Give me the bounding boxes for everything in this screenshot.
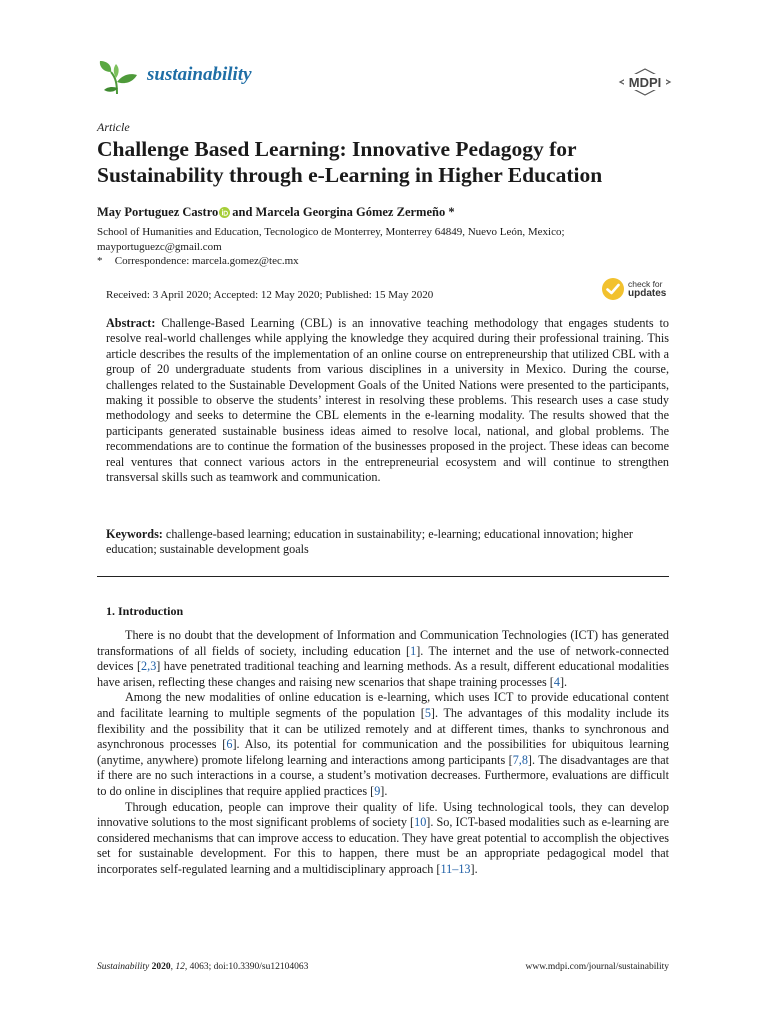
- footer-journal: Sustainability: [97, 962, 150, 972]
- correspondence-mark: *: [97, 255, 103, 267]
- citation-link[interactable]: 7,8: [512, 752, 528, 767]
- mdpi-logo-icon[interactable]: [618, 68, 672, 96]
- abstract: [106, 316, 669, 485]
- footer-doi: , 4063; doi:10.3390/su12104063: [184, 962, 309, 972]
- check-updates-label: [628, 280, 666, 298]
- citation-link[interactable]: 11–13: [440, 861, 471, 876]
- abstract-text: Challenge-Based Learning (CBL) is an innovative teaching methodology that engages students to resolve real-world challenges while applying the knowledge they acquired during their professional training. This article describes the results of the implementation of an online course on entrepreneurship that utilized CBL with a group of 20 undergraduate students from various disciplines in a university in Mexico. During the course, challenges related to the Sustainable Development Goals of the United Nations were presented to the participants, making it possible to observe the students’ interest in resolving these problems. This research uses a case study methodology and seeks to determine the CBL elements in the e-learning modality. The results showed that the participants generated sustainable business ideas aimed to resolve local, national, and global problems. The recommendations are to continue the formation of the businesses proposed in the project. These ideas can become real ventures that connect various actors in the entrepreneurial ecosystem and will continue to strengthen transversal skills such as teamwork and communication.: [106, 316, 669, 485]
- keywords-label: Keywords:: [106, 527, 163, 541]
- leaf-logo-icon: [97, 60, 139, 96]
- section-divider: [97, 576, 669, 577]
- keywords-text: challenge-based learning; education in sustainability; e-learning; educational innovation; higher education; sustainable development goals: [106, 527, 633, 557]
- journal-header: [97, 58, 672, 102]
- citation-link[interactable]: 4: [553, 674, 560, 689]
- paragraph: Through education, people can improve their quality of life. Using technological tools, they can develop innovative solutions to the most significant problems of society [10]. So, ICT-based modalities such as e-learning are considered mechanisms that can improve access to education. They have great potential to accomplish the objectives set for sustainable development. For this to happen, there must be an appropriate pedagogical model that incorporates self-regulated learning and a multidisciplinary approach [11–13].: [97, 799, 669, 876]
- author-list: [97, 205, 455, 220]
- paragraph: There is no doubt that the development of Information and Communication Technologies (ICT) has generated transformations of all fields of society, including education [1]. The internet and the use of network-connected devices [2,3] have penetrated traditional teaching and learning methods. As a result, different educational modalities have arisen, reflecting these changes and raising new scenarios that shape training processes [4].: [97, 628, 669, 689]
- check-for-updates-badge[interactable]: [601, 277, 666, 301]
- affiliation: [97, 225, 672, 240]
- orcid-icon[interactable]: [219, 207, 230, 218]
- body-text: [97, 628, 669, 878]
- citation-link[interactable]: 1: [410, 643, 417, 658]
- paragraph: Among the new modalities of online education is e-learning, which uses ICT to provide educational content and facilitate learning to multiple segments of the population [5]. The advantages of this modality include its flexibility and the possibility that it can be utilized remotely and at different times, thanks to synchronous and asynchronous processes [6]. Also, its potential for communication and the possibilities for ubiquitous learning (anytime, anywhere) promote lifelong learning and interactions among participants [7,8]. The disadvantages are that if there are no such interactions in a course, a student’s motivation decreases. Furthermore, evaluations are difficult to do online in disciplines that require applied practices [9].: [97, 690, 670, 798]
- affiliation-block: [97, 225, 672, 269]
- author-email[interactable]: mayportuguezc@gmail.com: [97, 240, 222, 253]
- page-footer: [97, 962, 669, 972]
- citation-link[interactable]: 2,3: [141, 659, 157, 674]
- keywords: [106, 527, 669, 558]
- footer-year: 2020: [149, 962, 171, 972]
- paper-title: Challenge Based Learning: Innovative Pedagogy for Sustainability through e-Learning in Higher Education: [97, 137, 603, 187]
- affiliation-line: School of Humanities and Education, Tecnologico de Monterrey, Monterrey 64849, Nuevo León, Mexico;: [97, 226, 565, 238]
- check-updates-line: updates: [628, 288, 667, 299]
- footer-volume: , 12: [170, 962, 185, 972]
- check-updates-icon: [601, 277, 625, 301]
- citation-link[interactable]: 6: [226, 737, 233, 752]
- check-updates-line: check for: [628, 279, 663, 289]
- correspondence: [97, 254, 672, 269]
- publication-dates: Received: 3 April 2020; Accepted: 12 May 2020; Published: 15 May 2020: [106, 289, 434, 301]
- journal-name: sustainability: [147, 64, 252, 85]
- section-heading: 1. Introduction: [106, 604, 184, 618]
- citation-link[interactable]: 9: [374, 783, 381, 798]
- journal-logo[interactable]: [97, 60, 252, 96]
- journal-url[interactable]: www.mdpi.com/journal/sustainability: [525, 962, 669, 972]
- citation-info: [97, 962, 308, 972]
- abstract-label: Abstract:: [106, 316, 156, 330]
- author-name: May Portuguez Castro: [97, 205, 219, 219]
- author-name: and Marcela Georgina Gómez Zermeño *: [232, 205, 455, 219]
- citation-link[interactable]: 5: [424, 705, 431, 720]
- mdpi-logo-text: MDPI: [628, 75, 662, 90]
- correspondence-email[interactable]: Correspondence: marcela.gomez@tec.mx: [114, 255, 299, 267]
- citation-link[interactable]: 10: [414, 815, 427, 830]
- article-type: Article: [97, 120, 130, 134]
